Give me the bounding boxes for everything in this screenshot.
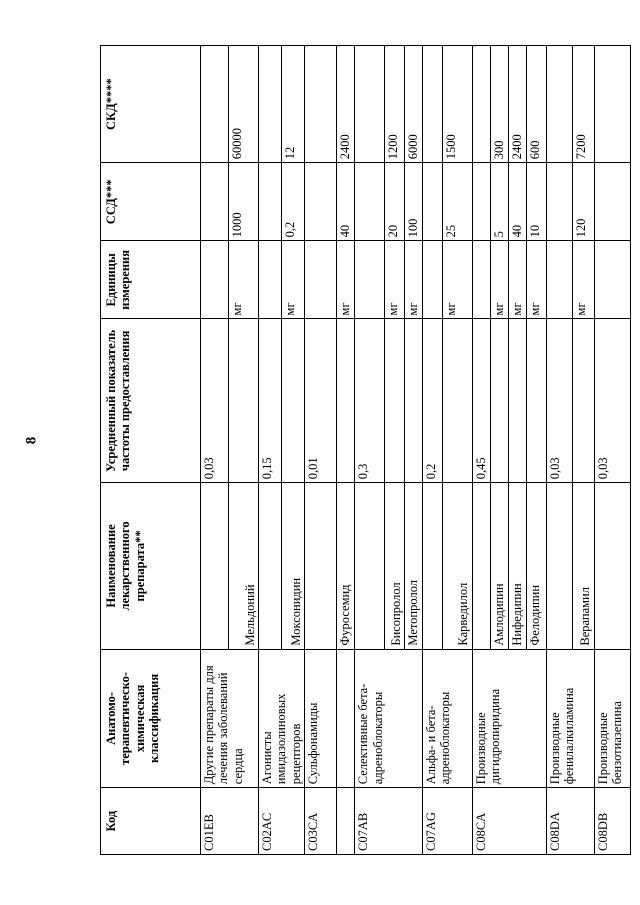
cell-ssd: 25	[442, 163, 472, 241]
page-number: 8	[23, 436, 40, 445]
cell-ssd	[201, 163, 229, 241]
table-row	[201, 46, 229, 855]
cell-freq	[508, 319, 526, 483]
cell-freq: 0,2	[422, 319, 442, 483]
rotated-page	[100, 45, 624, 855]
cell-atc: Сульфонамиды	[305, 649, 337, 788]
cell-freq: 0,03	[201, 319, 229, 483]
cell-freq	[526, 319, 546, 483]
cell-ssd: 10	[526, 163, 546, 241]
cell-code: C07AB	[355, 788, 422, 855]
cell-atc: Альфа- и бета-адреноблокаторы	[422, 649, 472, 788]
cell-atc: Производные бензотиазепина	[594, 649, 630, 788]
cell-skd: 1500	[442, 46, 472, 163]
cell-freq: 0,45	[472, 319, 490, 483]
cell-drug: Мельдоний	[229, 483, 259, 649]
cell-drug: Нифедипин	[508, 483, 526, 649]
cell-freq	[282, 319, 305, 483]
cell-unit: мг	[490, 241, 508, 319]
table-row	[355, 46, 385, 855]
cell-drug	[422, 483, 442, 649]
cell-code: C03CA	[305, 788, 337, 855]
cell-unit	[422, 241, 442, 319]
header-skd: СКД****	[101, 46, 201, 163]
cell-drug	[355, 483, 385, 649]
cell-ssd: 120	[572, 163, 594, 241]
cell-drug: Карведилол	[442, 483, 472, 649]
cell-ssd	[305, 163, 337, 241]
table-row	[259, 46, 282, 855]
cell-unit: мг	[229, 241, 259, 319]
cell-unit: мг	[508, 241, 526, 319]
cell-unit: мг	[572, 241, 594, 319]
cell-atc: Агонисты имидазолиновых рецепторов	[259, 649, 305, 788]
cell-drug: Бисопролол	[385, 483, 405, 649]
cell-code: C07AG	[422, 788, 472, 855]
table-row	[422, 46, 442, 855]
header-ssd: ССД***	[101, 163, 201, 241]
cell-drug: Амлодипин	[490, 483, 508, 649]
table-row	[594, 46, 630, 855]
table-row	[305, 46, 337, 855]
cell-skd	[422, 46, 442, 163]
cell-code: C08CA	[472, 788, 546, 855]
header-drug: Наименование лекарственного препарата**	[101, 483, 201, 649]
cell-skd	[594, 46, 630, 163]
cell-atc: Производные дигидропиридина	[472, 649, 546, 788]
cell-drug: Метопролол	[405, 483, 422, 649]
cell-drug	[259, 483, 282, 649]
cell-skd: 2400	[508, 46, 526, 163]
cell-ssd	[546, 163, 572, 241]
cell-unit	[546, 241, 572, 319]
cell-skd	[546, 46, 572, 163]
cell-drug	[472, 483, 490, 649]
cell-code: C01EB	[201, 788, 259, 855]
cell-unit: мг	[526, 241, 546, 319]
cell-skd: 60000	[229, 46, 259, 163]
cell-ssd	[259, 163, 282, 241]
cell-unit	[355, 241, 385, 319]
cell-freq	[442, 319, 472, 483]
cell-ssd: 100	[405, 163, 422, 241]
table-row	[337, 46, 355, 855]
cell-drug	[546, 483, 572, 649]
cell-atc: Другие препараты для лечения заболеваний сердца	[201, 649, 259, 788]
cell-unit	[305, 241, 337, 319]
cell-drug	[305, 483, 337, 649]
header-code: Код	[101, 788, 201, 855]
cell-freq	[337, 319, 355, 483]
cell-atc	[337, 649, 355, 788]
header-unit: Единицы измерения	[101, 241, 201, 319]
cell-code: C02AC	[259, 788, 305, 855]
cell-drug: Фуросемид	[337, 483, 355, 649]
cell-ssd	[594, 163, 630, 241]
cell-drug: Моксонидин	[282, 483, 305, 649]
cell-unit	[472, 241, 490, 319]
cell-skd: 1200	[385, 46, 405, 163]
cell-unit: мг	[282, 241, 305, 319]
cell-skd	[305, 46, 337, 163]
table-row	[472, 46, 490, 855]
cell-skd: 2400	[337, 46, 355, 163]
cell-ssd: 40	[337, 163, 355, 241]
cell-skd: 12	[282, 46, 305, 163]
cell-drug	[201, 483, 229, 649]
cell-drug	[594, 483, 630, 649]
drug-table	[100, 45, 631, 855]
cell-skd	[259, 46, 282, 163]
cell-freq	[490, 319, 508, 483]
cell-freq: 0,03	[546, 319, 572, 483]
table-header	[101, 46, 201, 855]
cell-ssd: 40	[508, 163, 526, 241]
table-row	[546, 46, 572, 855]
cell-ssd	[472, 163, 490, 241]
cell-freq: 0,01	[305, 319, 337, 483]
cell-skd	[472, 46, 490, 163]
cell-code: C08DB	[594, 788, 630, 855]
cell-atc: Производные фенилалкиламина	[546, 649, 594, 788]
cell-drug: Верапамил	[572, 483, 594, 649]
cell-unit	[201, 241, 229, 319]
cell-ssd	[355, 163, 385, 241]
cell-freq	[405, 319, 422, 483]
cell-ssd	[422, 163, 442, 241]
cell-skd	[201, 46, 229, 163]
header-atc: Анатомо-терапевтическо-химическая классификация	[101, 649, 201, 788]
cell-freq: 0,03	[594, 319, 630, 483]
cell-code	[337, 788, 355, 855]
cell-skd: 7200	[572, 46, 594, 163]
cell-unit	[594, 241, 630, 319]
cell-unit: мг	[337, 241, 355, 319]
cell-freq: 0,3	[355, 319, 385, 483]
cell-unit: мг	[442, 241, 472, 319]
cell-freq	[385, 319, 405, 483]
cell-skd: 300	[490, 46, 508, 163]
cell-freq: 0,15	[259, 319, 282, 483]
cell-unit	[259, 241, 282, 319]
cell-unit: мг	[385, 241, 405, 319]
cell-skd: 600	[526, 46, 546, 163]
cell-skd: 6000	[405, 46, 422, 163]
cell-ssd: 20	[385, 163, 405, 241]
cell-atc: Селективные бета-адреноблокаторы	[355, 649, 422, 788]
cell-code: C08DA	[546, 788, 594, 855]
cell-ssd: 1000	[229, 163, 259, 241]
cell-freq	[229, 319, 259, 483]
cell-ssd: 5	[490, 163, 508, 241]
cell-ssd: 0,2	[282, 163, 305, 241]
cell-drug: Фелодипин	[526, 483, 546, 649]
header-freq: Усредненный показатель частоты предоставления	[101, 319, 201, 483]
cell-unit: мг	[405, 241, 422, 319]
cell-freq	[572, 319, 594, 483]
cell-skd	[355, 46, 385, 163]
